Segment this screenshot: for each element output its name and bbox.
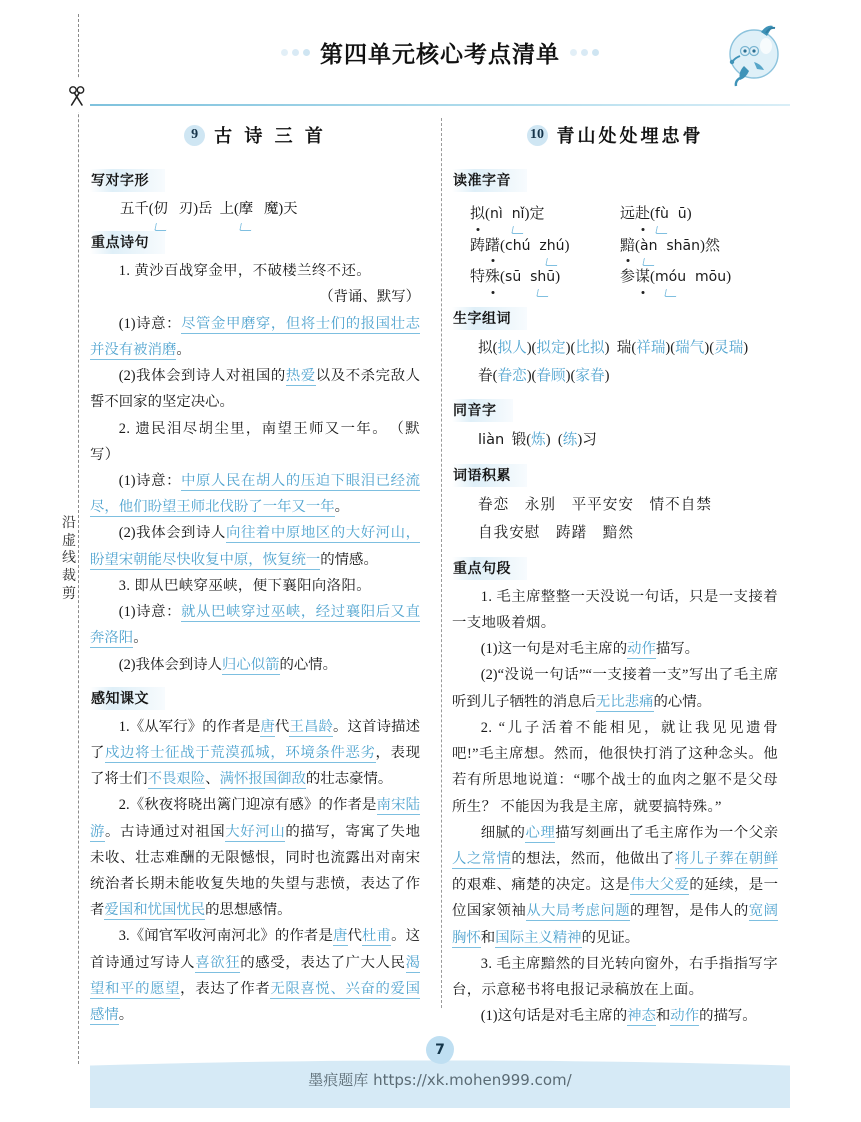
verse-1-feeling xyxy=(90,363,420,415)
homophone-1-post: ) xyxy=(545,432,551,449)
p2-an-p3: 的想法，然而，他做出了 xyxy=(511,850,675,867)
c1-p6: 的壮志豪情。 xyxy=(305,771,393,788)
verse-1-meaning-end: 。 xyxy=(176,341,191,358)
site-watermark: 墨痕题库 https://xk.mohen999.com/ xyxy=(308,1071,572,1089)
cut-note-char-5: 剪 xyxy=(62,586,76,602)
pinyin-2-option-a[interactable]: fù xyxy=(655,204,669,225)
passage-item-3 xyxy=(452,951,778,1003)
homophone-pinyin: liàn xyxy=(478,431,505,449)
new-word-juan-1[interactable]: 眷恋 xyxy=(497,367,527,384)
header-title-row xyxy=(90,36,790,69)
verse-3-feeling-answer[interactable]: 归心似箭 xyxy=(221,656,280,673)
verse-2-feeling-prefix: (2)我体会到诗人 xyxy=(118,525,226,542)
verse-1-feeling-prefix: (2)我体会到诗人对祖国的 xyxy=(118,368,286,385)
c2-a1[interactable]: 南宋 xyxy=(376,797,406,814)
c1-a3[interactable]: 戍边将士征战于荒漠孤城，环境条件恶劣 xyxy=(105,744,376,761)
new-word-juan-2[interactable]: 眷顾 xyxy=(536,367,566,384)
passage-item-2 xyxy=(452,715,778,820)
lesson-10-number-badge: 10 xyxy=(527,125,548,146)
new-word-ni-2[interactable]: 拟定 xyxy=(536,339,566,356)
homophone-2-prefix: ( xyxy=(557,432,563,449)
verse-1-meaning-label: (1)诗意： xyxy=(118,315,182,332)
c1-p3: 。这首诗描述了 xyxy=(90,718,420,761)
verse-1-feeling-suffix: 以及不杀完敌人誓不回家的坚定决心。 xyxy=(90,368,420,411)
lesson-10-title xyxy=(452,122,778,148)
p3-q1-answer[interactable]: 神态 xyxy=(627,1008,656,1025)
verse-3-meaning-end: 。 xyxy=(133,630,148,647)
c3-a5[interactable]: 无限喜悦、兴奋的爱国感情 xyxy=(90,980,420,1024)
new-word-rui-3[interactable]: 灵瑞 xyxy=(714,339,744,356)
verse-3-feeling-suffix: 的心情。 xyxy=(279,656,338,673)
verse-2-meaning-end: 。 xyxy=(334,499,350,516)
c3-p6: 。 xyxy=(118,1007,134,1024)
passage-3-quote: 毛主席黯然的目光转向窗外，右手指指写字台，示意秘书将电报记录稿放在上面。 xyxy=(452,955,778,999)
section-heading-write-characters: 写对字形 xyxy=(90,169,165,192)
p3-q1-mid: 和 xyxy=(655,1008,671,1025)
p2-an-a4[interactable]: 伟大父爱 xyxy=(630,877,690,894)
new-word-rui-2[interactable]: 瑞气 xyxy=(675,339,705,356)
p3-q1-suffix: 的描写。 xyxy=(699,1008,757,1025)
c1-p5: 、 xyxy=(205,771,220,788)
verse-2-feeling xyxy=(90,520,420,572)
verse-3-meaning-answer[interactable]: 就从巴峡穿过巫峡，经过襄阳后又直奔洛阳 xyxy=(90,604,420,647)
section-heading-comprehension: 感知课文 xyxy=(90,687,165,710)
pinyin-item-mou: 参谋(móu mōu) xyxy=(620,266,770,289)
new-word-ni-3[interactable]: 比拟 xyxy=(575,339,605,356)
new-word-ni-1[interactable]: 拟人 xyxy=(497,339,527,356)
verse-3-meaning-label: (1)诗意： xyxy=(118,604,182,621)
comprehension-item-3 xyxy=(90,923,420,1028)
cut-note-char-1: 沿 xyxy=(62,516,76,531)
new-words-line-2: 眷(眷恋)(眷顾)(家眷) xyxy=(478,367,610,384)
p2-an-p7: 和 xyxy=(480,929,496,946)
lesson-9-number-badge: 9 xyxy=(184,125,205,146)
pinyin-item-fu: 远赴(fù ū) xyxy=(620,203,770,226)
c1-p2: 代 xyxy=(274,718,290,735)
write-characters-line xyxy=(90,196,420,222)
section-heading-key-verses: 重点诗句 xyxy=(90,231,165,254)
pinyin-2-option-b[interactable]: ū xyxy=(677,206,687,222)
c3-a3[interactable]: 喜欲狂 xyxy=(195,954,241,971)
pinyin-1-option-b[interactable]: nǐ xyxy=(512,204,525,225)
verse-2-feeling-answer[interactable]: 向往着中原地区的大好河山，盼望宋朝能尽快收复中原，恢复统一 xyxy=(90,525,420,568)
p2-an-a6[interactable]: 宽阔胸怀 xyxy=(452,903,778,946)
p3-q1-prefix: (1)这句话是对毛主席的 xyxy=(480,1008,628,1025)
new-word-juan-3[interactable]: 家眷 xyxy=(575,367,605,384)
verse-1-meaning-answer[interactable]: 尽管金甲磨穿，但将士们的报国壮志并没有被消磨 xyxy=(90,315,420,358)
two-column-body xyxy=(90,116,790,1029)
passage-3-number: 3. xyxy=(480,955,493,972)
section-heading-key-passages: 重点句段 xyxy=(452,557,527,580)
verse-1-text: 黄沙百战穿金甲，不破楼兰终不还。 xyxy=(134,263,372,280)
passage-1-quote: 毛主席整整一天没说一句话，只是一支接着一支地吸着烟。 xyxy=(452,588,778,631)
decorative-dots-left xyxy=(281,49,310,56)
verse-3-meaning xyxy=(90,599,420,651)
new-word-char-ni: 拟 xyxy=(478,339,493,356)
c3-p2: 代 xyxy=(347,928,363,945)
verse-2-meaning xyxy=(90,468,420,520)
homophone-1-answer[interactable]: 炼 xyxy=(531,432,546,449)
passage-2-quote: “儿子活着不能相见，就让我见见遗骨吧!”毛主席想。然而，他很快打消了这种念头。他若有所思地说道：“哪个战士的血肉之躯不是父母所生？ 不能因为我是主席，就要搞特殊。” xyxy=(452,719,778,815)
page-title: 第四单元核心考点清单 xyxy=(320,41,560,68)
lesson-9-name: 古 诗 三 首 xyxy=(214,126,326,147)
verse-item-3 xyxy=(90,573,420,599)
comprehension-item-1 xyxy=(90,714,420,793)
homophone-2-answer[interactable]: 练 xyxy=(562,432,578,449)
pinyin-1-char: 拟 xyxy=(470,203,485,226)
section-heading-new-words: 生字组词 xyxy=(452,307,527,330)
p2-an-a2[interactable]: 人之常情 xyxy=(452,850,512,867)
page-footer xyxy=(90,1022,790,1108)
pinyin-3-option-a[interactable]: chú xyxy=(505,237,531,254)
verse-2-meaning-answer[interactable]: 中原人民在胡人的压迫下眼泪已经流尽，他们盼望王师北伐盼了一年又一年 xyxy=(90,472,420,516)
page-number-badge: 7 xyxy=(426,1036,454,1064)
vocabulary-line-2: 自我安慰 踌躇 黯然 xyxy=(478,525,634,542)
c2-p6: 的思想感情。 xyxy=(205,902,292,919)
p2-an-p4: 的艰难、痛楚的决定。这是 xyxy=(452,877,631,894)
c3-a1[interactable]: 唐 xyxy=(332,928,348,945)
p1-q1-prefix: (1)这一句是对毛主席的 xyxy=(480,641,628,658)
pinyin-6-char: 谋 xyxy=(635,266,650,289)
c2-a3[interactable]: 大好河山 xyxy=(225,823,286,840)
char-a-suffix: )岳 xyxy=(193,201,213,217)
char-b-correct[interactable]: 摩 xyxy=(239,196,253,222)
verse-1-feeling-answer[interactable]: 热爱 xyxy=(285,368,316,385)
pinyin-row-1 xyxy=(452,203,778,226)
lesson-10-name: 青山处处埋忠骨 xyxy=(556,126,704,147)
char-a-correct[interactable]: 仞 xyxy=(154,196,168,222)
homophone-2-post: )习 xyxy=(577,432,597,449)
section-heading-pronunciation: 读准字音 xyxy=(452,169,527,192)
pinyin-6-option-b[interactable]: mōu xyxy=(695,269,727,285)
page-header xyxy=(90,14,790,112)
pinyin-1-option-a[interactable]: nì xyxy=(490,206,503,222)
pinyin-4-option-a[interactable]: àn xyxy=(640,236,657,257)
column-divider xyxy=(441,118,442,1008)
c1-p4: ，表现了将士们 xyxy=(90,744,420,788)
verse-item-2 xyxy=(90,416,420,468)
cut-note-char-2: 虚 xyxy=(62,533,76,549)
pinyin-item-ni: 拟(nì nǐ)定 xyxy=(470,203,620,226)
homophone-line xyxy=(452,426,778,454)
homophone-1-prefix: 锻( xyxy=(511,432,532,449)
lesson-9-title xyxy=(90,122,420,148)
pinyin-5-option-a[interactable]: sū xyxy=(505,269,522,285)
left-column-lesson-9 xyxy=(90,116,434,1029)
passage-2-number: 2. xyxy=(480,719,493,736)
pinyin-5-option-b[interactable]: shū xyxy=(530,267,555,288)
p1-q1-suffix: 描写。 xyxy=(655,641,700,658)
pinyin-5-char: 殊 xyxy=(485,266,500,289)
p1-q1-answer[interactable]: 动作 xyxy=(627,641,656,658)
new-word-rui-1[interactable]: 祥瑞 xyxy=(636,339,666,356)
p2-an-p6: 的理智，是伟人的 xyxy=(630,903,749,920)
verse-3-text: 即从巴峡穿巫峡，便下襄阳向洛阳。 xyxy=(134,577,372,594)
c1-a4[interactable]: 不畏艰险 xyxy=(147,771,206,788)
p2-an-p5: 的延续，是一位国家领袖 xyxy=(452,877,778,920)
p2-an-a1[interactable]: 心理 xyxy=(525,824,556,841)
p2-an-a3[interactable]: 将儿子葬在朝鲜 xyxy=(674,850,778,867)
verse-2-text: 遗民泪尽胡尘里，南望王师又一年。 xyxy=(135,420,381,437)
p2-an-a7[interactable]: 国际主义精神 xyxy=(495,929,582,946)
comprehension-item-2 xyxy=(90,792,420,923)
pinyin-2-char: 赴 xyxy=(635,203,650,226)
verse-2-feeling-suffix: 的情感。 xyxy=(320,551,378,568)
pinyin-6-option-a[interactable]: móu xyxy=(655,267,686,288)
passage-item-1 xyxy=(452,584,778,636)
p2-an-p8: 的见证。 xyxy=(581,929,640,946)
verse-2-number: 2. xyxy=(118,420,131,437)
verse-3-feeling-prefix: (2)我体会到诗人 xyxy=(118,656,222,673)
pinyin-3-char: 躇 xyxy=(485,235,500,258)
char-a-wrong[interactable]: 刃 xyxy=(178,201,194,217)
passage-1-q2 xyxy=(452,662,778,714)
c1-p1: 1.《从军行》的作者是 xyxy=(118,718,261,735)
pinyin-3-option-b[interactable]: zhú xyxy=(539,236,564,257)
char-b-suffix: )天 xyxy=(278,201,298,217)
decorative-dots-right xyxy=(570,49,599,56)
passage-2-analysis xyxy=(452,820,778,951)
verse-3-feeling xyxy=(90,652,420,678)
p1-q2-prefix: (2)“没说一句话”“一支接着一支”写出了毛主席听到儿子牺牲的消息后 xyxy=(452,667,778,710)
header-divider-rule xyxy=(90,104,790,106)
p2-an-p2: 描写刻画出了毛主席作为一个父亲 xyxy=(555,824,778,841)
verse-1-tag: （背诵、默写） xyxy=(319,289,420,306)
verse-1-meaning xyxy=(90,311,420,363)
pinyin-4-option-b[interactable]: shān xyxy=(666,237,700,254)
verse-item-1 xyxy=(90,258,420,284)
passage-1-number: 1. xyxy=(480,588,493,605)
c3-p3: 。这首诗通过写诗人 xyxy=(90,928,420,971)
p1-q2-suffix: 的心情。 xyxy=(653,693,712,710)
worksheet-page xyxy=(90,14,790,1108)
bird-mascot-icon xyxy=(716,20,788,96)
c1-a5[interactable]: 满怀报国御敌 xyxy=(219,771,306,788)
new-word-char-juan: 眷 xyxy=(478,367,493,384)
c2-a2[interactable]: 陆游 xyxy=(90,797,420,840)
c3-p5: ，表达了作者 xyxy=(180,980,271,997)
pinyin-item-shu: 特殊(sū shū) xyxy=(470,266,620,289)
new-word-char-rui: 瑞 xyxy=(616,339,632,356)
c1-a2[interactable]: 王昌龄 xyxy=(289,718,333,735)
c3-p4: 的感受，表达了广大人民 xyxy=(240,954,406,971)
p3-q1-answer2[interactable]: 动作 xyxy=(670,1008,700,1025)
c2-p1: 2.《秋夜将晓出篱门迎凉有感》的作者是 xyxy=(118,797,377,814)
pinyin-row-3 xyxy=(452,266,778,289)
p2-an-p1: 细腻的 xyxy=(480,824,526,841)
section-heading-vocabulary: 词语积累 xyxy=(452,464,527,487)
p1-q2-answer[interactable]: 无比悲痛 xyxy=(595,693,654,710)
p2-an-a5[interactable]: 从大局考虑问题 xyxy=(526,903,631,920)
char-b-prefix: 上( xyxy=(219,201,239,217)
section-heading-homophones: 同音字 xyxy=(452,399,513,422)
cut-note-char-4: 裁 xyxy=(62,568,76,584)
passage-1-q1 xyxy=(452,636,778,662)
c2-p3: 。古诗通过对祖国 xyxy=(105,823,226,840)
right-column-lesson-10 xyxy=(434,116,778,1029)
c3-a4[interactable]: 渴望和平的愿望 xyxy=(90,954,420,997)
pinyin-item-an: 黯(àn shān)然 xyxy=(620,235,770,258)
vocabulary-line-1: 眷恋 永别 平平安安 情不自禁 xyxy=(478,496,712,513)
cut-note-char-3: 线 xyxy=(62,551,76,567)
verse-2-tag: （默写） xyxy=(90,420,421,463)
verse-1-number: 1. xyxy=(118,263,131,280)
pinyin-item-zhu: 踌躇(chú zhú) xyxy=(470,235,620,258)
c3-p1: 3.《闻官军收河南河北》的作者是 xyxy=(118,928,333,945)
c3-a2[interactable]: 杜甫 xyxy=(362,928,392,945)
verse-3-number: 3. xyxy=(118,577,131,594)
pinyin-row-2 xyxy=(452,235,778,258)
pinyin-4-char: 黯 xyxy=(620,235,635,258)
new-words-line-1: 拟(拟人)(拟定)(比拟) 瑞(祥瑞)(瑞气)(灵瑞) xyxy=(478,339,749,356)
c2-a4[interactable]: 爱国和忧国忧民 xyxy=(104,902,206,919)
char-a-prefix: 五千( xyxy=(120,201,154,217)
char-b-wrong[interactable]: 魔 xyxy=(263,201,279,217)
verse-2-meaning-label: (1)诗意： xyxy=(118,472,182,489)
cut-instruction-note xyxy=(58,515,80,603)
c2-p4: 的描写，寄寓了失地未收、壮志难酬的无限憾恨，同时也流露出对南宋统治者长期未能收复失地的失望与悲愤，表达了作者 xyxy=(90,823,420,919)
c1-a1[interactable]: 唐 xyxy=(260,718,275,735)
